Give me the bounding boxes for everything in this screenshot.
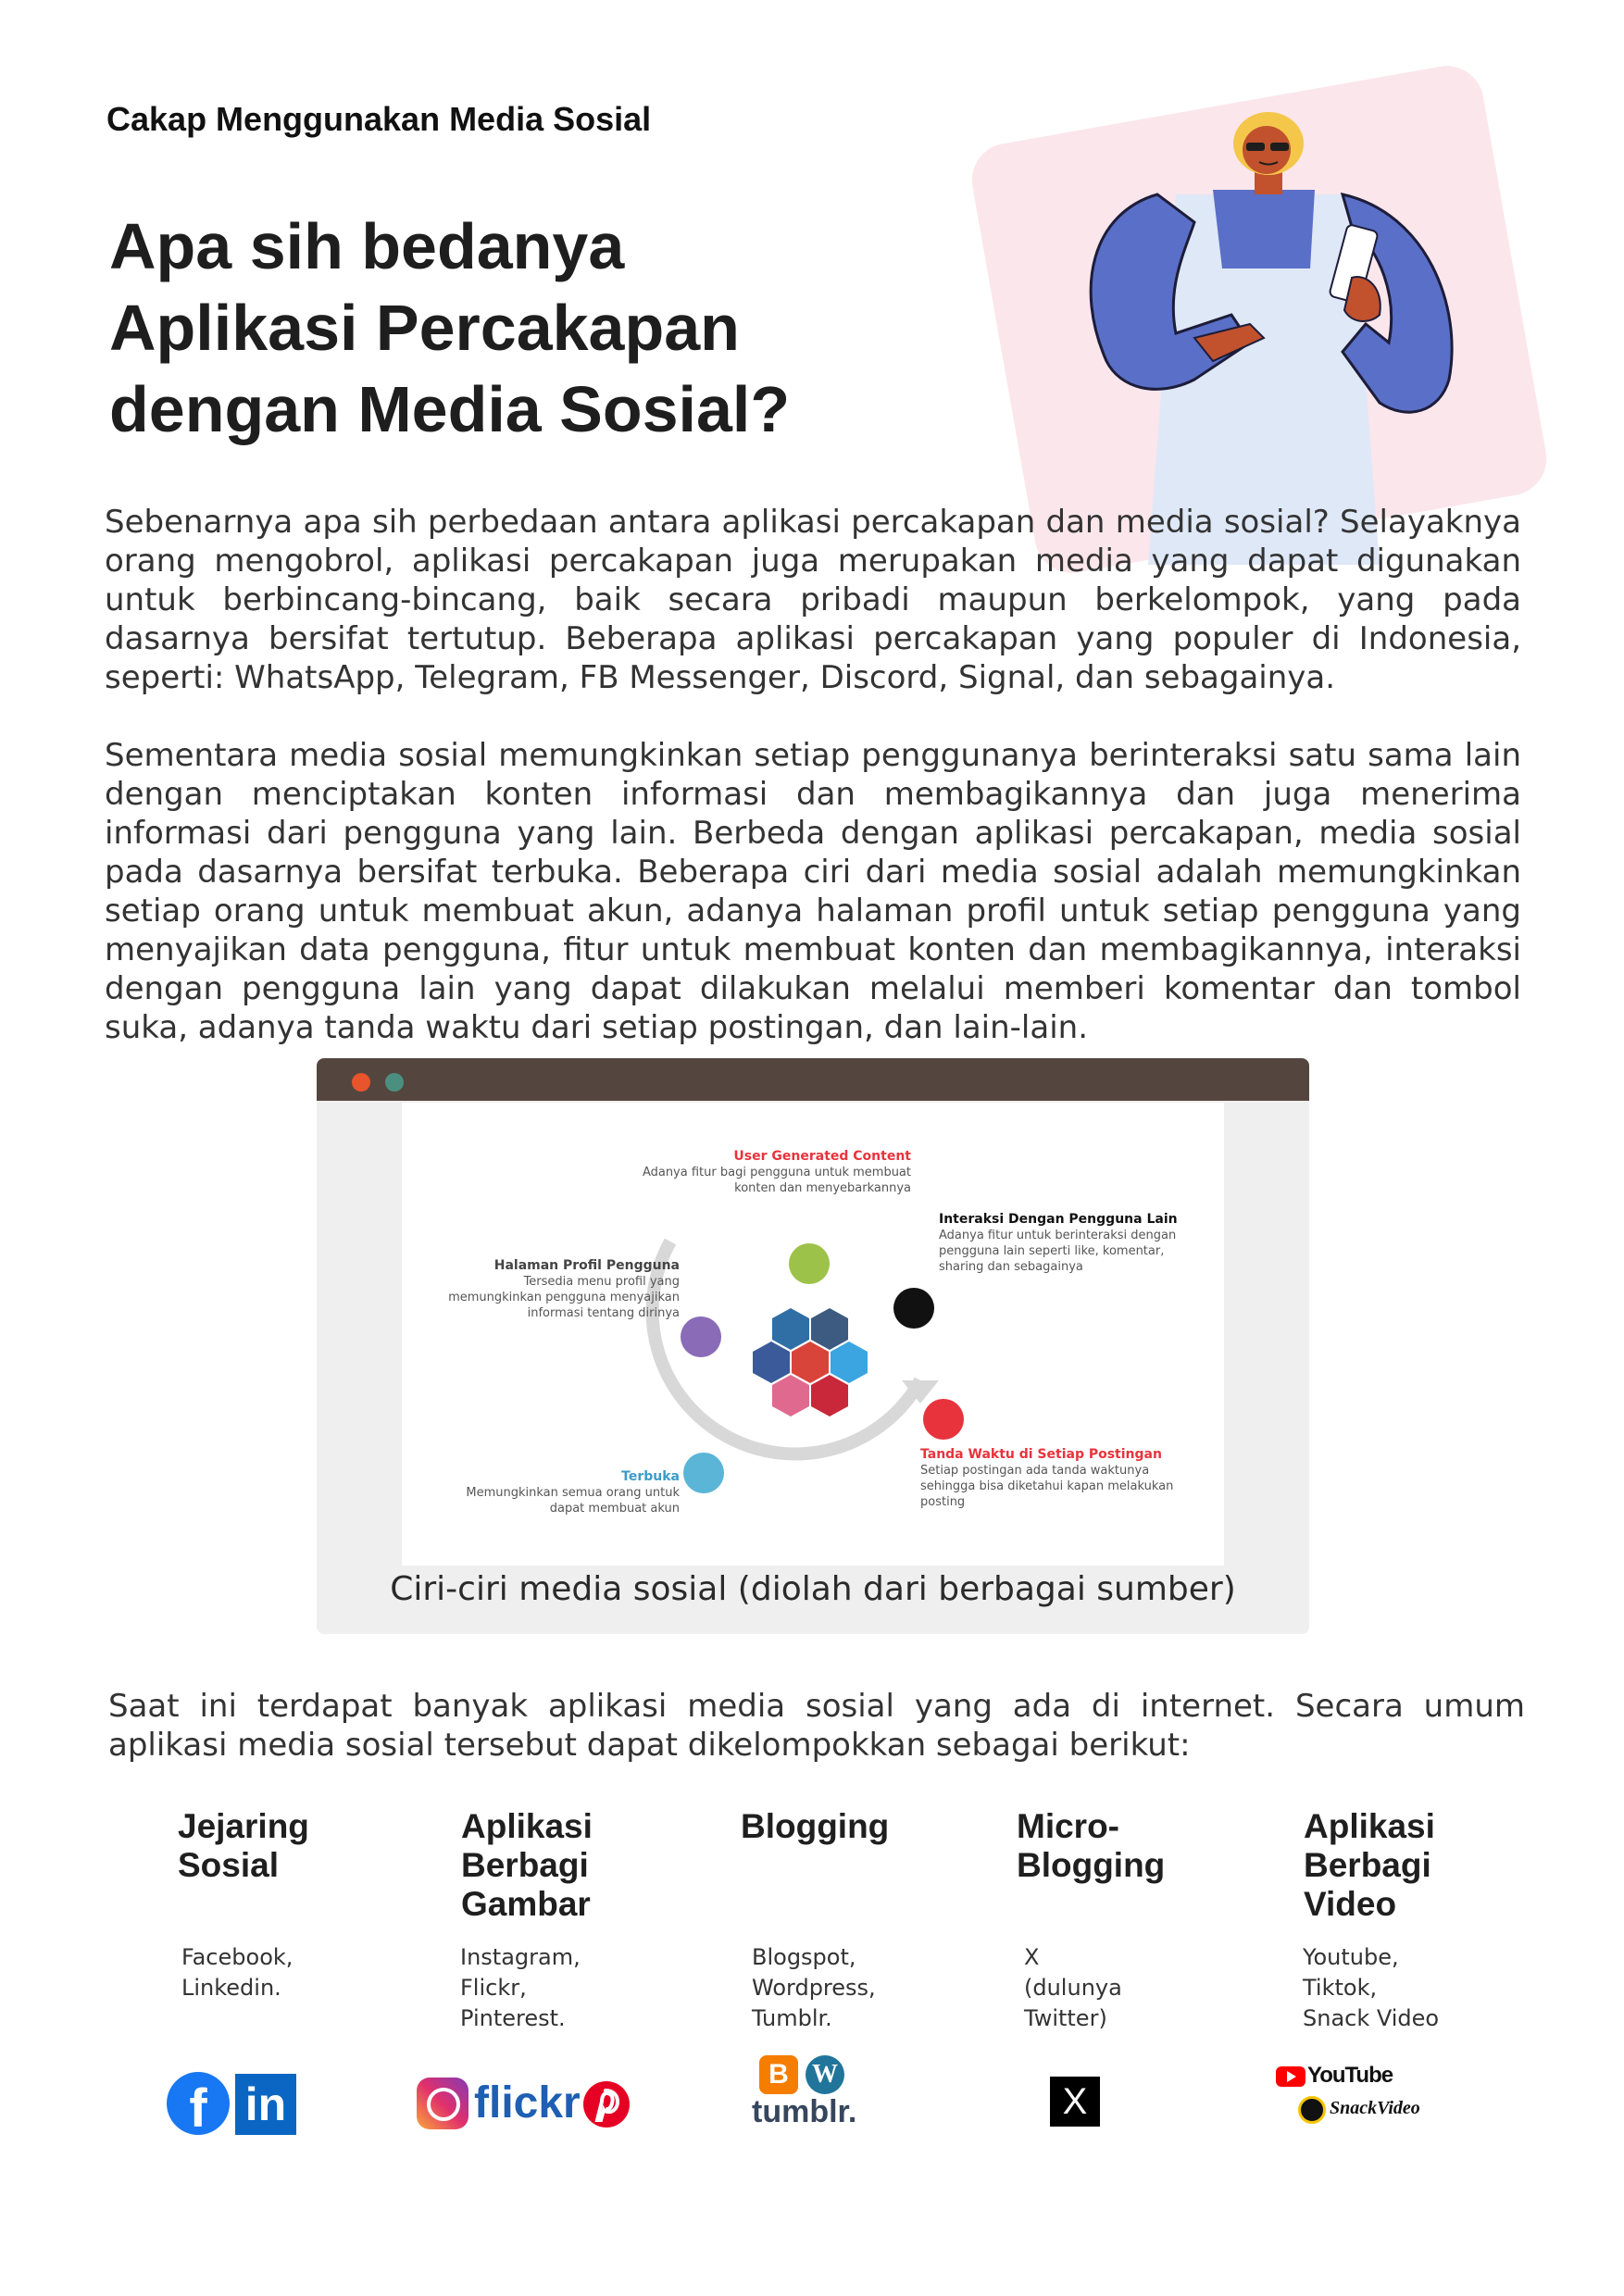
list-item: Tiktok, [1303,1975,1378,2001]
feature-title: Interaksi Dengan Pengguna Lain [939,1212,1178,1227]
facebook-logo: f [167,2072,230,2135]
twitter-icon [831,1341,868,1383]
social-media-paragraph: Sementara media sosial memungkinkan setiap penggunanya berinteraksi satu sama lain dengan menciptakan konten informasi dan membagikannya dan juga menerima informasi dari pengguna yang lain. Berbeda dengan aplikasi percakapan, media sosial pada dasarnya bersifat terbuka. Beberapa ciri dari media sosial adalah memungkinkan setiap orang untuk membuat akun, adanya halaman profil untuk setiap pengguna yang menyajikan data pengguna, fitur untuk membuat konten dan membagikannya, interaksi dengan pengguna lain yang dapat dilakukan melalui memberi komentar dan tombol suka, adanya tanda waktu dari setiap postingan, dan lain-lain. [105,737,1521,1046]
list-item: Tumblr. [752,2005,832,2031]
list-item: Pinterest. [460,2005,566,2031]
x-logo: X [1050,2077,1100,2127]
title-line: dengan Media Sosial? [109,373,791,445]
pinterest-p-icon [583,2081,630,2128]
flickr-logo: flickr [474,2078,581,2128]
feature-desc: Setiap postingan ada tanda waktunya sehingga bisa diketahui kapan melakukan posting [920,1464,1174,1509]
feature-interaksi [939,1212,1198,1275]
feature-title: Halaman Profil Pengguna [493,1258,680,1273]
instagram-lens-icon [427,2088,460,2121]
category-title-blogging: Blogging [741,1807,890,1845]
pinterest-icon [811,1375,848,1416]
feature-tanda-waktu [920,1447,1198,1510]
list-item: Wordpress, [752,1975,876,2001]
running-header: Cakap Menggunakan Media Sosial [106,100,652,138]
feature-title: User Generated Content [733,1149,911,1164]
window-maximize-dot [385,1073,404,1092]
category-items-blogging [752,1942,974,2034]
dot-tanda-waktu [923,1399,964,1440]
browser-title-bar [317,1058,1309,1101]
wordpress-logo: W [806,2055,844,2094]
feature-terbuka [439,1469,680,1516]
dot-interaksi [893,1288,934,1329]
dot-terbuka [683,1453,724,1493]
facebook-icon [753,1341,790,1383]
play-triangle-icon [1287,2071,1296,2082]
list-item: Instagram, [460,1944,581,1970]
instagram-logo [417,2078,468,2129]
pinterest-logo [583,2081,630,2128]
feature-title: Terbuka [621,1469,680,1484]
social-media-features-diagram [402,1103,1224,1566]
category-items-berbagi-video [1303,1942,1525,2034]
feature-desc: Tersedia menu profil yang memungkinkan pengguna menyajikan informasi tentang dirinya [448,1275,680,1320]
feature-desc: Adanya fitur untuk berinteraksi dengan pengguna lain seperti like, komentar, sharing dan sebagainya [939,1229,1177,1274]
figure-browser-frame [317,1058,1309,1634]
category-items-berbagi-gambar [460,1942,682,2034]
list-item: Flickr, [460,1975,527,2001]
list-item: Linkedin. [181,1975,281,2001]
google-plus-icon [792,1341,829,1383]
dot-user-generated-content [789,1243,830,1284]
dribbble-icon [772,1375,809,1416]
category-items-jejaring-sosial [181,1942,404,2003]
list-item: X [1024,1944,1040,1970]
feature-desc: Memungkinkan semua orang untuk dapat membuat akun [466,1486,680,1516]
category-title-berbagi-gambar: Aplikasi Berbagi Gambar [461,1807,593,1923]
title-line: Apa sih bedanya [109,210,625,282]
instagram-icon [772,1308,809,1350]
window-close-dot [352,1073,370,1092]
figure-caption: Ciri-ciri media sosial (diolah dari berbagai sumber) [390,1570,1236,1608]
feature-user-generated-content [633,1149,911,1196]
category-title-jejaring-sosial: Jejaring Sosial [178,1807,309,1884]
list-item: Youtube, [1303,1944,1399,1970]
blogger-logo: B [759,2055,798,2094]
category-title-berbagi-video: Aplikasi Berbagi Video [1304,1807,1435,1923]
linkedin-logo: in [235,2074,296,2135]
page-title [109,206,868,450]
title-line: Aplikasi Percakapan [109,292,740,364]
category-title-micro-blogging: Micro-Blogging [1017,1807,1166,1884]
categories-intro-paragraph: Saat ini terdapat banyak aplikasi media sosial yang ada di internet. Secara umum aplikasi media sosial tersebut dapat dikelompokkan sebagai berikut: [108,1688,1525,1764]
snackvideo-icon [1298,2096,1326,2124]
snackvideo-logo: SnackVideo [1330,2098,1420,2118]
feature-halaman-profil [430,1258,680,1321]
list-item: Twitter) [1024,2005,1107,2031]
youtube-play-icon [1276,2066,1305,2087]
dot-halaman-profil [681,1316,721,1357]
tumblr-logo: tumblr. [752,2094,857,2129]
youtube-logo: YouTube [1307,2063,1393,2088]
category-items-micro-blogging [1024,1942,1246,2034]
list-item: Snack Video [1303,2005,1440,2031]
intro-paragraph: Sebenarnya apa sih perbedaan antara aplikasi percakapan dan media sosial? Selayaknya orang mengobrol, aplikasi percakapan juga merupakan media yang dapat digunakan untuk berbincang-bincang, baik secara pribadi maupun berkelompok, yang pada dasarnya bersifat tertutup. Beberapa aplikasi percakapan yang populer di Indonesia, seperti: WhatsApp, Telegram, FB Messenger, Discord, Signal, dan sebagainya. [105,504,1521,696]
list-item: Facebook, [181,1944,294,1970]
feature-desc: Adanya fitur bagi pengguna untuk membuat konten dan menyebarkannya [642,1166,911,1195]
tumblr-icon [811,1308,848,1350]
social-hex-cluster [753,1308,868,1416]
feature-title: Tanda Waktu di Setiap Postingan [920,1447,1162,1462]
list-item: (dulunya [1024,1975,1122,2001]
list-item: Blogspot, [752,1944,856,1970]
